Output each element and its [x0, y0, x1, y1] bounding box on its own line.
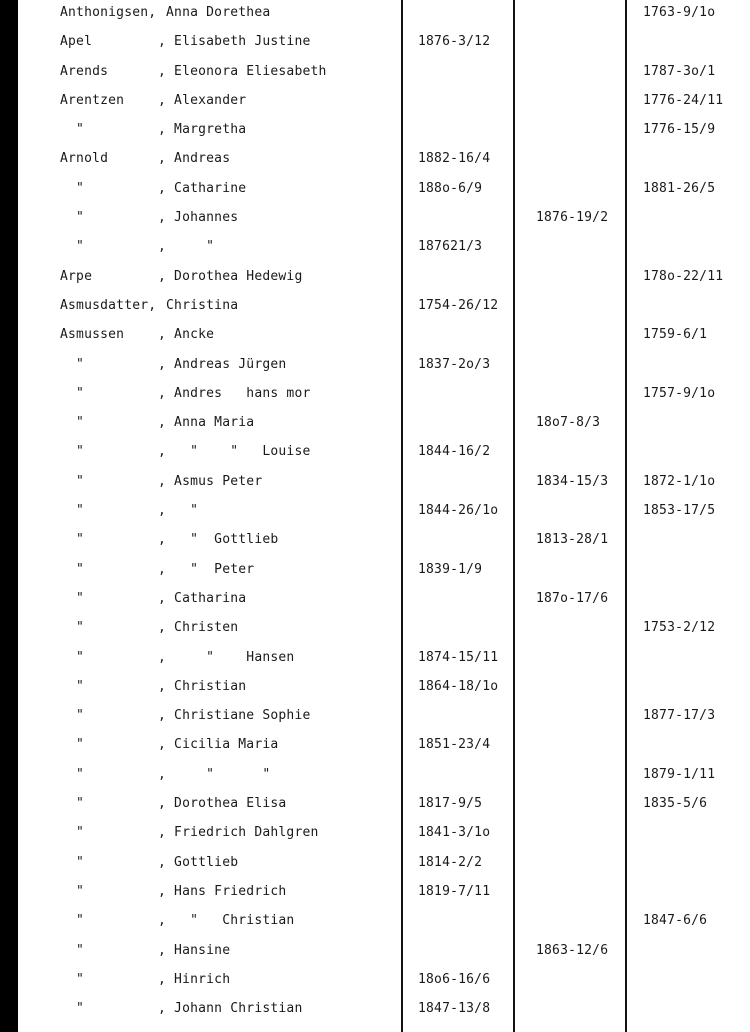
date-col-2-cell: 18o7-8/3: [536, 415, 601, 431]
date-col-1-cell: 1847-13/8: [418, 1001, 491, 1017]
surname-cell: ": [60, 883, 85, 899]
date-col-1-cell: 1819-7/11: [418, 883, 491, 899]
surname-cell: ": [60, 180, 85, 196]
surname-cell: Arpe: [60, 268, 93, 284]
given-name-cell: , Hinrich: [158, 971, 231, 987]
given-name-cell: , Catharina: [158, 590, 247, 606]
given-name-cell: , Johann Christian: [158, 1001, 303, 1017]
given-name-cell: , Hansine: [158, 942, 231, 958]
given-name-cell: , " Gottlieb: [158, 532, 279, 548]
given-name-cell: , Dorothea Hedewig: [158, 268, 303, 284]
register-row: [0, 117, 750, 146]
register-row: [0, 938, 750, 967]
surname-cell: ": [60, 913, 85, 929]
given-name-cell: , Anna Maria: [158, 415, 255, 431]
register-row: [0, 908, 750, 937]
date-col-1-cell: 1837-2o/3: [418, 356, 491, 372]
date-col-3-cell: 178o-22/11: [643, 268, 724, 284]
date-col-3-cell: 1763-9/1o: [643, 5, 716, 20]
given-name-cell: , Johannes: [158, 210, 239, 226]
given-name-cell: Christina: [158, 297, 239, 313]
given-name-cell: , Christiane Sophie: [158, 708, 311, 724]
date-col-3-cell: 1879-1/11: [643, 766, 716, 782]
date-col-1-cell: 1844-16/2: [418, 444, 491, 460]
given-name-cell: , ": [158, 503, 199, 519]
given-name-cell: , Asmus Peter: [158, 473, 263, 489]
surname-cell: ": [60, 415, 85, 431]
given-name-cell: , Christen: [158, 620, 239, 636]
surname-cell: ": [60, 942, 85, 958]
register-row: [0, 791, 750, 820]
register-row: [0, 264, 750, 293]
date-col-1-cell: 1754-26/12: [418, 297, 499, 313]
date-col-3-cell: 1776-24/11: [643, 92, 724, 108]
surname-cell: ": [60, 356, 85, 372]
given-name-cell: , Cicilia Maria: [158, 737, 279, 753]
date-col-1-cell: 1844-26/1o: [418, 503, 499, 519]
date-col-1-cell: 1841-3/1o: [418, 825, 491, 841]
date-col-2-cell: 1863-12/6: [536, 942, 609, 958]
date-col-1-cell: 1882-16/4: [418, 151, 491, 167]
date-col-3-cell: 1847-6/6: [643, 913, 708, 929]
register-row: [0, 352, 750, 381]
surname-cell: ": [60, 796, 85, 812]
given-name-cell: , Alexander: [158, 92, 247, 108]
date-col-1-cell: 1839-1/9: [418, 561, 483, 577]
surname-cell: ": [60, 649, 85, 665]
surname-cell: ": [60, 678, 85, 694]
date-col-3-cell: 1872-1/1o: [643, 473, 716, 489]
given-name-cell: , Ancke: [158, 327, 215, 343]
date-col-3-cell: 1759-6/1: [643, 327, 708, 343]
given-name-cell: , Elisabeth Justine: [158, 34, 311, 50]
date-col-3-cell: 1753-2/12: [643, 620, 716, 636]
date-col-1-cell: 1851-23/4: [418, 737, 491, 753]
given-name-cell: , Andreas: [158, 151, 231, 167]
date-col-3-cell: 1776-15/9: [643, 122, 716, 138]
surname-cell: ": [60, 708, 85, 724]
register-row: [0, 615, 750, 644]
surname-cell: Apel: [60, 34, 93, 50]
surname-cell: ": [60, 385, 85, 401]
given-name-cell: , " " Louise: [158, 444, 311, 460]
register-row: [0, 498, 750, 527]
date-col-3-cell: 1853-17/5: [643, 503, 716, 519]
surname-cell: ": [60, 590, 85, 606]
register-row: [0, 176, 750, 205]
date-col-3-cell: 1835-5/6: [643, 796, 708, 812]
given-name-cell: , Catharine: [158, 180, 247, 196]
register-row: [0, 146, 750, 175]
given-name-cell: , " ": [158, 766, 271, 782]
register-row: [0, 967, 750, 996]
register-row: [0, 557, 750, 586]
register-row: [0, 674, 750, 703]
date-col-1-cell: 188o-6/9: [418, 180, 483, 196]
surname-cell: ": [60, 825, 85, 841]
surname-cell: ": [60, 210, 85, 226]
date-col-3-cell: 1877-17/3: [643, 708, 716, 724]
surname-cell: ": [60, 503, 85, 519]
given-name-cell: , Friedrich Dahlgren: [158, 825, 319, 841]
date-col-2-cell: 1834-15/3: [536, 473, 609, 489]
register-row: [0, 234, 750, 263]
given-name-cell: , Eleonora Eliesabeth: [158, 63, 327, 79]
date-col-1-cell: 1876-3/12: [418, 34, 491, 50]
register-row: [0, 703, 750, 732]
register-row: [0, 996, 750, 1025]
date-col-1-cell: 1817-9/5: [418, 796, 483, 812]
register-row: [0, 381, 750, 410]
surname-cell: ": [60, 561, 85, 577]
given-name-cell: , Andreas Jürgen: [158, 356, 287, 372]
register-row: [0, 0, 750, 29]
register-row: [0, 88, 750, 117]
given-name-cell: , Dorothea Elisa: [158, 796, 287, 812]
date-col-3-cell: 1787-3o/1: [643, 63, 716, 79]
given-name-cell: , Gottlieb: [158, 854, 239, 870]
register-row: [0, 410, 750, 439]
given-name-cell: , Christian: [158, 678, 247, 694]
surname-cell: ": [60, 122, 85, 138]
register-row: [0, 850, 750, 879]
surname-cell: ": [60, 766, 85, 782]
date-col-3-cell: 1881-26/5: [643, 180, 716, 196]
given-name-cell: , " Christian: [158, 913, 295, 929]
date-col-1-cell: 18o6-16/6: [418, 971, 491, 987]
surname-cell: ": [60, 854, 85, 870]
date-col-1-cell: 1814-2/2: [418, 854, 483, 870]
given-name-cell: , Margretha: [158, 122, 247, 138]
register-row: [0, 732, 750, 761]
register-row: [0, 527, 750, 556]
surname-cell: Asmussen: [60, 327, 125, 343]
surname-cell: Anthonigsen,: [60, 5, 157, 20]
register-row: [0, 469, 750, 498]
date-col-1-cell: 1874-15/11: [418, 649, 499, 665]
surname-cell: ": [60, 444, 85, 460]
register-row: [0, 762, 750, 791]
surname-cell: Arends: [60, 63, 109, 79]
date-col-3-cell: 1757-9/1o: [643, 385, 716, 401]
surname-cell: ": [60, 473, 85, 489]
surname-cell: ": [60, 1001, 85, 1017]
register-row: [0, 205, 750, 234]
surname-cell: Arnold: [60, 151, 109, 167]
date-col-2-cell: 1876-19/2: [536, 210, 609, 226]
date-col-1-cell: 187621/3: [418, 239, 483, 255]
register-row: [0, 586, 750, 615]
given-name-cell: , " Peter: [158, 561, 255, 577]
given-name-cell: , Hans Friedrich: [158, 883, 287, 899]
register-row: [0, 645, 750, 674]
given-name-cell: , " Hansen: [158, 649, 295, 665]
date-col-1-cell: 1864-18/1o: [418, 678, 499, 694]
date-col-2-cell: 187o-17/6: [536, 590, 609, 606]
given-name-cell: Anna Dorethea: [158, 5, 271, 20]
surname-cell: Asmusdatter,: [60, 297, 157, 313]
date-col-2-cell: 1813-28/1: [536, 532, 609, 548]
register-row: [0, 293, 750, 322]
register-row: [0, 29, 750, 58]
register-row: [0, 59, 750, 88]
surname-cell: ": [60, 239, 85, 255]
register-row: [0, 439, 750, 468]
given-name-cell: , Andres hans mor: [158, 385, 311, 401]
given-name-cell: , ": [158, 239, 215, 255]
surname-cell: ": [60, 620, 85, 636]
surname-cell: Arentzen: [60, 92, 125, 108]
register-row: [0, 322, 750, 351]
register-row: [0, 820, 750, 849]
surname-cell: ": [60, 971, 85, 987]
surname-cell: ": [60, 737, 85, 753]
register-row: [0, 879, 750, 908]
surname-cell: ": [60, 532, 85, 548]
